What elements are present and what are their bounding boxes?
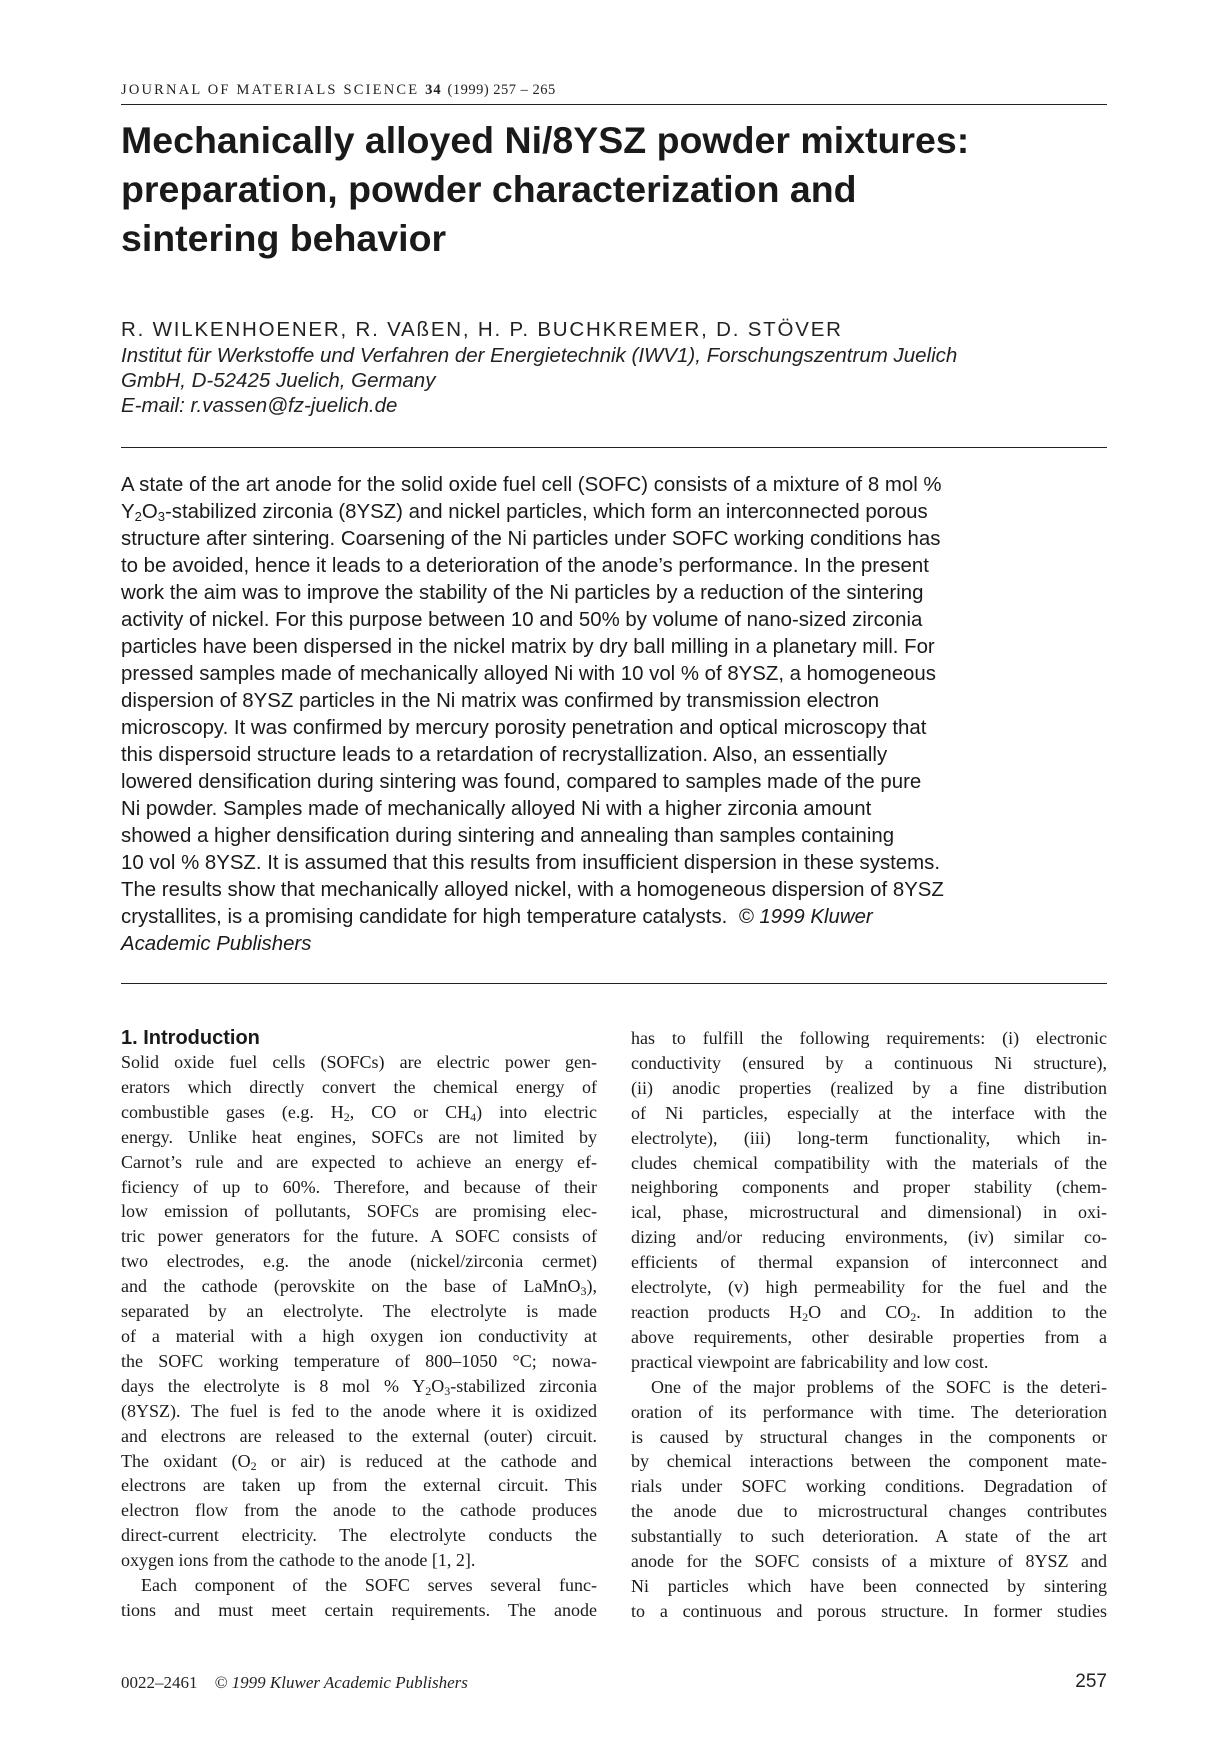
body-line: ical, phase, microstructural and dimensional) in oxi- bbox=[631, 1202, 1107, 1223]
abstract-top-rule bbox=[121, 447, 1107, 448]
abstract-line: A state of the art anode for the solid oxide fuel cell (SOFC) consists of a mixture of 8 mol % bbox=[121, 474, 942, 496]
body-line: the SOFC working temperature of 800–1050 °C; nowa- bbox=[121, 1350, 597, 1371]
body-line: the anode due to microstructural changes contributes bbox=[631, 1501, 1107, 1522]
body-line: cludes chemical compatibility with the materials of the bbox=[631, 1152, 1107, 1173]
abstract-line: to be avoided, hence it leads to a deterioration of the anode’s performance. In the present bbox=[121, 555, 929, 577]
abstract-line: Ni powder. Samples made of mechanically alloyed Ni with a higher zirconia amount bbox=[121, 798, 872, 820]
body-line: neighboring components and proper stability (chem- bbox=[631, 1177, 1107, 1198]
body-line: direct-current electricity. The electrolyte conducts the bbox=[121, 1525, 597, 1546]
body-line: reaction products $H_2O$ and $CO_2$. In addition to the bbox=[631, 1301, 1107, 1324]
abstract bbox=[121, 472, 1107, 958]
body-line: substantially to such deterioration. A state of the art bbox=[631, 1526, 1107, 1547]
affiliation bbox=[121, 343, 1107, 418]
body-line: electrolyte), (iii) long-term functionality, which in- bbox=[631, 1127, 1107, 1148]
body-line: Ni particles which have been connected by sintering bbox=[631, 1575, 1107, 1596]
journal-volume: 34 bbox=[425, 82, 442, 98]
abstract-line: work the aim was to improve the stability of the Ni particles by a reduction of the sintering bbox=[121, 582, 924, 604]
affiliation-line: Institut für Werkstoffe und Verfahren der Energietechnik (IWV1), Forschungszentrum Juelich bbox=[121, 344, 958, 367]
body-line: separated by an electrolyte. The electrolyte is made bbox=[121, 1301, 597, 1322]
abstract-bottom-rule bbox=[121, 983, 1107, 984]
body-line: Carnot’s rule and are expected to achieve an energy ef- bbox=[121, 1151, 597, 1172]
body-line: conductivity (ensured by a continuous Ni structure), bbox=[631, 1052, 1107, 1073]
body-line: electrons are taken up from the external circuit. This bbox=[121, 1475, 597, 1496]
body-line: rials under SOFC working conditions. Degradation of bbox=[631, 1476, 1107, 1497]
abstract-line: lowered densification during sintering was found, compared to samples made of the pure bbox=[121, 771, 922, 793]
body-line: and the cathode (perovskite on the base of LaMnO$_3$), bbox=[121, 1276, 597, 1299]
body-line: oxygen ions from the cathode to the anode [1, 2]. bbox=[121, 1550, 476, 1571]
journal-name: JOURNAL OF MATERIALS SCIENCE bbox=[121, 82, 420, 98]
abstract-line: dispersion of 8YSZ particles in the Ni matrix was confirmed by transmission electron bbox=[121, 690, 880, 712]
left-column bbox=[121, 1026, 597, 1623]
abstract-line: pressed samples made of mechanically alloyed Ni with 10 vol % of 8YSZ, a homogeneous bbox=[121, 663, 936, 685]
body-line: above requirements, other desirable properties from a bbox=[631, 1326, 1107, 1347]
page-number: 257 bbox=[1075, 1671, 1107, 1692]
body-line: and electrons are released to the external (outer) circuit. bbox=[121, 1425, 597, 1446]
abstract-line: Academic Publishers bbox=[121, 933, 312, 955]
body-line: has to fulfill the following requirements: (i) electronic bbox=[631, 1028, 1107, 1048]
abstract-line: particles have been dispersed in the nickel matrix by dry ball milling in a planetary mill. For bbox=[121, 636, 935, 658]
right-column bbox=[631, 1026, 1107, 1624]
body-line: energy. Unlike heat engines, SOFCs are not limited by bbox=[121, 1126, 597, 1147]
abstract-line: showed a higher densification during sintering and annealing than samples containing bbox=[121, 825, 895, 847]
abstract-line: $Y_2O_3$-stabilized zirconia (8YSZ) and nickel particles, which form an interconnected porous bbox=[121, 501, 928, 524]
header-rule bbox=[121, 104, 1107, 105]
body-line: is caused by structural changes in the components or bbox=[631, 1426, 1107, 1447]
body-line: Solid oxide fuel cells (SOFCs) are electric power gen- bbox=[121, 1052, 597, 1072]
abstract-line: 10 vol % 8YSZ. It is assumed that this results from insufficient dispersion in these systems. bbox=[121, 852, 940, 874]
abstract-line: microscopy. It was confirmed by mercury porosity penetration and optical microscopy that bbox=[121, 717, 927, 739]
body-line: electron flow from the anode to the cathode produces bbox=[121, 1500, 597, 1521]
paper-page bbox=[121, 0, 1107, 1748]
affiliation-line: GmbH, D-52425 Juelich, Germany bbox=[121, 369, 436, 392]
body-line: (ii) anodic properties (realized by a fine distribution bbox=[631, 1077, 1107, 1098]
abstract-line: this dispersoid structure leads to a retardation of recrystallization. Also, an essentially bbox=[121, 744, 888, 766]
body-line: low emission of pollutants, SOFCs are promising elec- bbox=[121, 1201, 597, 1222]
body-line: dizing and/or reducing environments, (iv) similar co- bbox=[631, 1227, 1107, 1248]
footer-info bbox=[121, 1673, 468, 1693]
abstract-line: The results show that mechanically alloyed nickel, with a homogeneous dispersion of 8YSZ bbox=[121, 879, 944, 901]
body-line: anode for the SOFC consists of a mixture of 8YSZ and bbox=[631, 1551, 1107, 1572]
journal-header bbox=[121, 82, 556, 99]
body-line: of a material with a high oxygen ion conductivity at bbox=[121, 1325, 597, 1346]
email-line: E-mail: r.vassen@fz-juelich.de bbox=[121, 394, 398, 417]
body-line: to a continuous and porous structure. In former studies bbox=[631, 1600, 1107, 1621]
body-line: erators which directly convert the chemical energy of bbox=[121, 1076, 597, 1097]
paper-title bbox=[121, 116, 1107, 263]
abstract-line: structure after sintering. Coarsening of the Ni particles under SOFC working conditions has bbox=[121, 528, 941, 550]
body-line: electrolyte, (v) high permeability for the fuel and the bbox=[631, 1277, 1107, 1298]
issn: 0022–2461 bbox=[121, 1673, 198, 1692]
body-line: by chemical interactions between the component mate- bbox=[631, 1451, 1107, 1472]
body-line: The oxidant ($O_2$ or air) is reduced at the cathode and bbox=[121, 1450, 598, 1473]
body-line: oration of its performance with time. The deterioration bbox=[631, 1401, 1107, 1422]
footer-copyright: © 1999 Kluwer Academic Publishers bbox=[214, 1673, 468, 1692]
title-line: Mechanically alloyed Ni/8YSZ powder mixtures: bbox=[121, 119, 970, 161]
body-line: One of the major problems of the SOFC is the deteri- bbox=[651, 1376, 1107, 1397]
title-line: preparation, powder characterization and bbox=[121, 168, 857, 210]
body-line: two electrodes, e.g. the anode (nickel/zirconia cermet) bbox=[121, 1251, 597, 1272]
journal-year-pages: (1999) 257 – 265 bbox=[447, 82, 556, 98]
title-line: sintering behavior bbox=[121, 217, 447, 259]
body-line: tions and must meet certain requirements. The anode bbox=[121, 1599, 597, 1620]
abstract-line: crystallites, is a promising candidate for high temperature catalysts. © 1999 Kluwer bbox=[121, 906, 873, 928]
body-line: combustible gases (e.g. $H_2$, CO or $CH_4$) into electric bbox=[121, 1101, 597, 1124]
section-heading: 1. Introduction bbox=[121, 1027, 260, 1049]
body-line: practical viewpoint are fabricability and low cost. bbox=[631, 1351, 989, 1372]
abstract-copyright: © 1999 Kluwer bbox=[738, 906, 873, 928]
body-line: ficiency of up to 60%. Therefore, and because of their bbox=[121, 1176, 597, 1197]
body-line: (8YSZ). The fuel is fed to the anode where it is oxidized bbox=[121, 1400, 597, 1421]
author-list: R. WILKENHOENER, R. VAßEN, H. P. BUCHKREMER, D. STÖVER bbox=[121, 318, 843, 341]
body-line: Each component of the SOFC serves several func- bbox=[141, 1575, 597, 1596]
body-line: of Ni particles, especially at the interface with the bbox=[631, 1102, 1107, 1123]
body-line: days the electrolyte is 8 mol % $Y_2O_3$-stabilized zirconia bbox=[121, 1375, 598, 1398]
abstract-line: activity of nickel. For this purpose between 10 and 50% by volume of nano-sized zirconia bbox=[121, 609, 923, 631]
body-line: tric power generators for the future. A SOFC consists of bbox=[121, 1226, 597, 1247]
body-line: efficients of thermal expansion of interconnect and bbox=[631, 1252, 1107, 1273]
